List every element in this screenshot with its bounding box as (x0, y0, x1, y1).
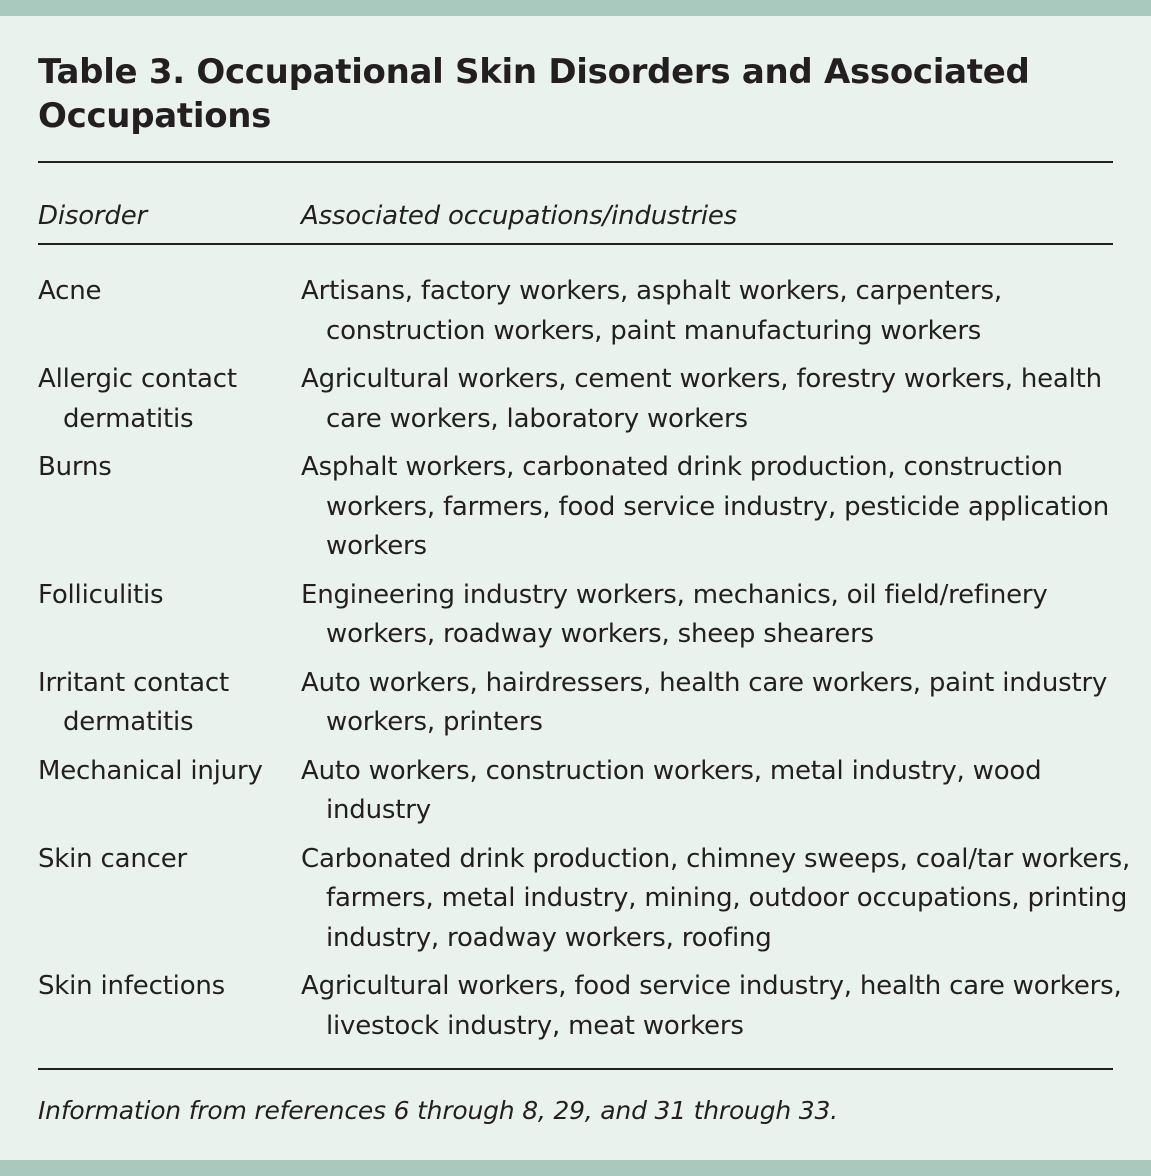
occupations-cell: Agricultural workers, cement workers, forestry workers, health care workers, laboratory workers (301, 364, 1102, 434)
disorder-cell: Skin cancer (38, 843, 188, 874)
disorder-cell: Burns (38, 452, 112, 482)
table-row (38, 576, 1113, 655)
occupations-cell: Auto workers, construction workers, metal industry, wood industry (301, 755, 1042, 825)
table-title: Table 3. Occupational Skin Disorders and Associated Occupations (38, 52, 1030, 136)
occupations-cell: Carbonated drink production, chimney sweeps, coal/tar workers, farmers, metal industry, mining, outdoor occupations, printing industry, roadway workers, roofing (301, 843, 1131, 953)
table-footnote: Information from references 6 through 8, 29, and 31 through 33. (38, 1096, 838, 1125)
table-body (38, 272, 1131, 1055)
occupations-cell: Engineering industry workers, mechanics, oil field/refinery workers, roadway workers, sheep shearers (301, 579, 1048, 649)
top-border-band (0, 0, 1151, 16)
disorder-cell: Folliculitis (38, 579, 164, 610)
bottom-border-band (0, 1160, 1151, 1176)
table-row (38, 664, 1113, 743)
column-header-disorder: Disorder (38, 201, 147, 231)
disorder-cell: Irritant contact dermatitis (38, 667, 229, 737)
table-row (38, 448, 1113, 567)
occupations-cell: Asphalt workers, carbonated drink production, construction workers, farmers, food service industry, pesticide application workers (301, 452, 1110, 561)
occupations-cell: Agricultural workers, food service industry, health care workers, livestock industry, meat workers (301, 971, 1122, 1041)
title-divider (38, 161, 1113, 163)
table-row (38, 272, 1113, 351)
table-row (38, 752, 1113, 831)
disorder-cell: Skin infections (38, 971, 226, 1001)
disorder-cell: Mechanical injury (38, 755, 263, 786)
table-row (38, 360, 1113, 439)
occupations-cell: Artisans, factory workers, asphalt workers, carpenters, construction workers, paint manufacturing workers (301, 276, 1002, 346)
table-row (38, 840, 1131, 959)
disorder-cell: Allergic contact dermatitis (38, 364, 237, 434)
occupations-cell: Auto workers, hairdressers, health care workers, paint industry workers, printers (301, 667, 1108, 737)
column-header-occupations: Associated occupations/industries (301, 201, 737, 231)
footer-divider (38, 1068, 1113, 1070)
header-divider (38, 243, 1113, 245)
disorder-cell: Acne (38, 276, 102, 306)
table-row (38, 967, 1122, 1046)
